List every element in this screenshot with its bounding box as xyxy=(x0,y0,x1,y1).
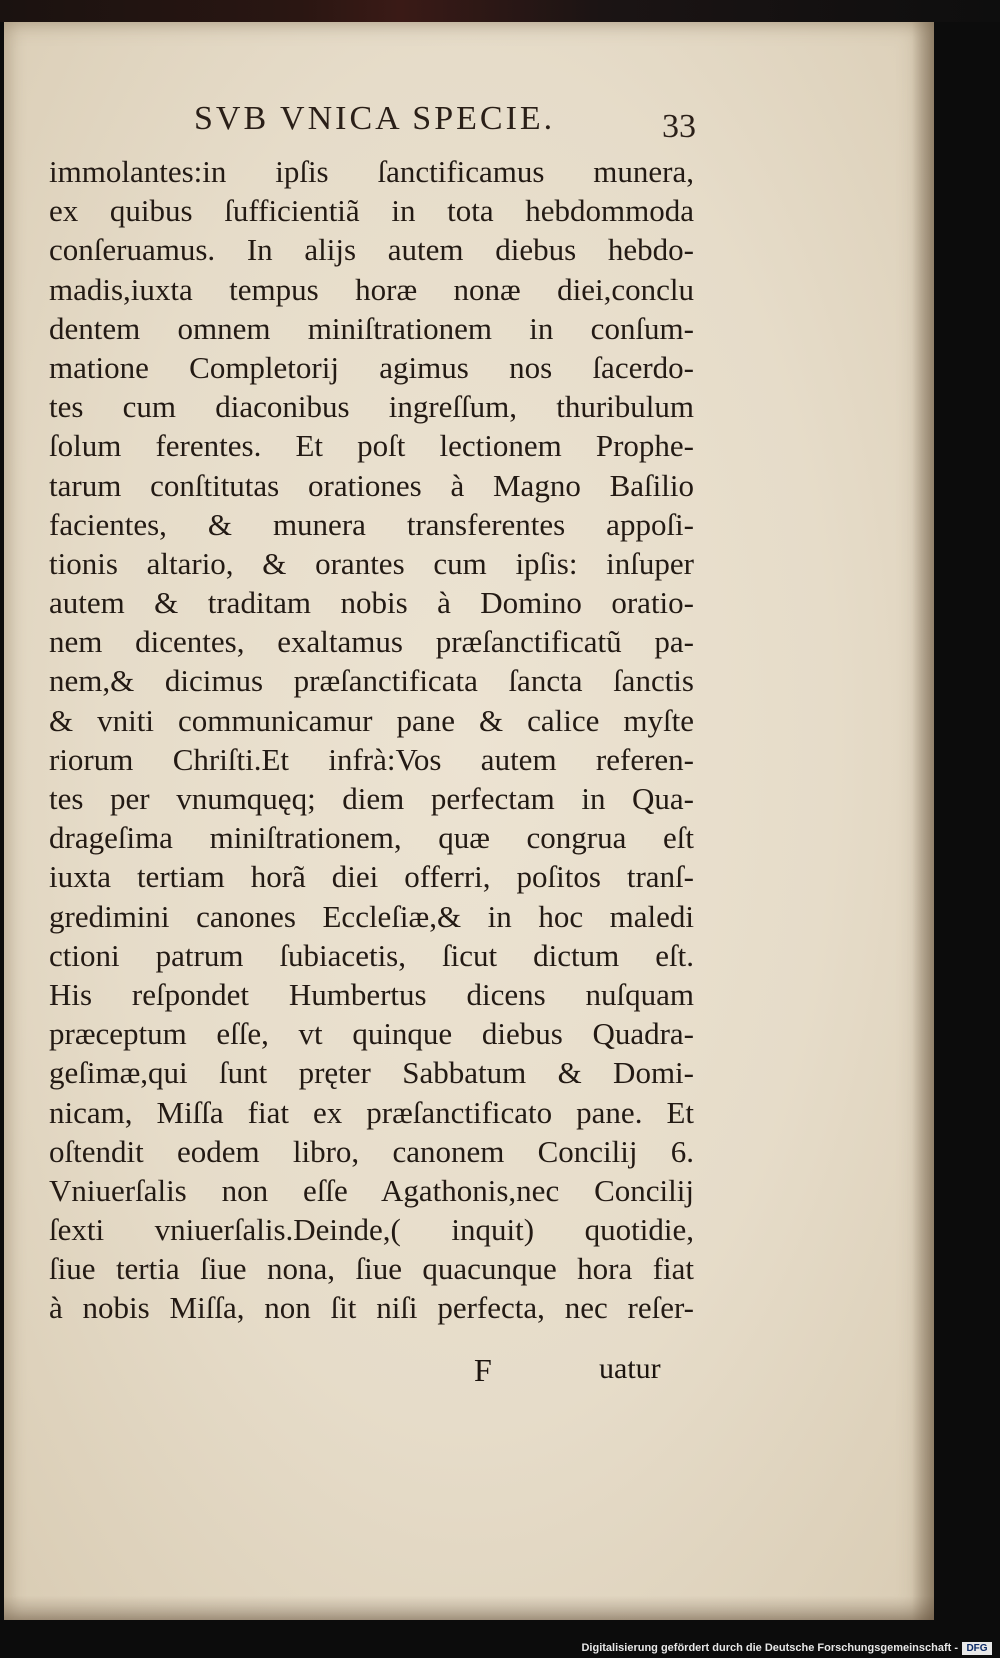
dfg-logo: DFG xyxy=(962,1642,992,1655)
text-line: dentem omnem miniſtrationem in conſum- xyxy=(49,310,694,346)
text-line: ſolum ferentes. Et poſt lectionem Prophe- xyxy=(49,428,694,464)
signature-mark: F xyxy=(474,1352,492,1388)
text-line: gredimini canones Eccleſiæ,& in hoc maledi xyxy=(49,898,694,934)
text-line: His reſpondet Humbertus dicens nuſquam xyxy=(49,976,694,1012)
text-line: nem,& dicimus præſanctificata ſancta ſanctis xyxy=(49,663,694,699)
text-line: præceptum eſſe, vt quinque diebus Quadra- xyxy=(49,1016,694,1052)
body-text xyxy=(49,152,694,1328)
page-gutter-shadow xyxy=(912,22,934,1620)
page-number: 33 xyxy=(662,108,696,145)
text-line: drageſima miniſtrationem, quæ congrua eſt xyxy=(49,820,694,856)
book-page xyxy=(4,22,934,1620)
text-line: riorum Chriſti.Et infrà:Vos autem referen- xyxy=(49,741,694,777)
running-head-title: SVB VNICA SPECIE. xyxy=(194,100,556,137)
text-line: oſtendit eodem libro, canonem Concilij 6. xyxy=(49,1133,694,1169)
text-line: immolantes:in ipſis ſanctificamus munera, xyxy=(49,154,694,189)
text-line: autem & traditam nobis à Domino oratio- xyxy=(49,585,694,621)
catchword: uatur xyxy=(599,1352,661,1385)
digitization-credit: Digitalisierung gefördert durch die Deutsche Forschungsgemeinschaft - xyxy=(581,1642,958,1654)
text-line: matione Completorij agimus nos ſacerdo- xyxy=(49,349,694,385)
text-line: ſexti vniuerſalis.Deinde,( inquit) quotidie, xyxy=(49,1212,694,1248)
binding-edge-strip xyxy=(0,0,1000,22)
text-line: ſiue tertia ſiue nona, ſiue quacunque hora fiat xyxy=(49,1251,694,1287)
text-line: ex quibus ſufficientiã in tota hebdommoda xyxy=(49,193,694,229)
text-line: à nobis Miſſa, non ſit niſi perfecta, nec reſer- xyxy=(49,1290,694,1326)
text-line: geſimæ,qui ſunt pręter Sabbatum & Domi- xyxy=(49,1055,694,1091)
text-line: facientes, & munera transferentes appoſi- xyxy=(49,506,694,542)
page-bottom-shadow xyxy=(4,1596,934,1620)
text-line: nem dicentes, exaltamus præſanctificatũ pa- xyxy=(49,624,694,660)
text-line: tarum conſtitutas orationes à Magno Baſilio xyxy=(49,467,694,503)
text-line: tes cum diaconibus ingreſſum, thuribulum xyxy=(49,389,694,425)
text-line: madis,iuxta tempus horæ nonæ diei,conclu xyxy=(49,271,694,307)
text-line: iuxta tertiam horã diei offerri, poſitos tranſ- xyxy=(49,859,694,895)
text-line: conſeruamus. In alijs autem diebus hebdo- xyxy=(49,232,694,268)
text-line: & vniti communicamur pane & calice myſte xyxy=(49,702,694,738)
text-line: Vniuerſalis non eſſe Agathonis,nec Concilij xyxy=(49,1172,694,1208)
running-head xyxy=(4,100,934,145)
text-line: ctioni patrum ſubiacetis, ſicut dictum eſt. xyxy=(49,937,694,973)
text-line: tionis altario, & orantes cum ipſis: inſuper xyxy=(49,545,694,581)
text-line: tes per vnumquęq; diem perfectam in Qua- xyxy=(49,781,694,816)
text-line: nicam, Miſſa fiat ex præſanctificato pane. Et xyxy=(49,1094,694,1130)
